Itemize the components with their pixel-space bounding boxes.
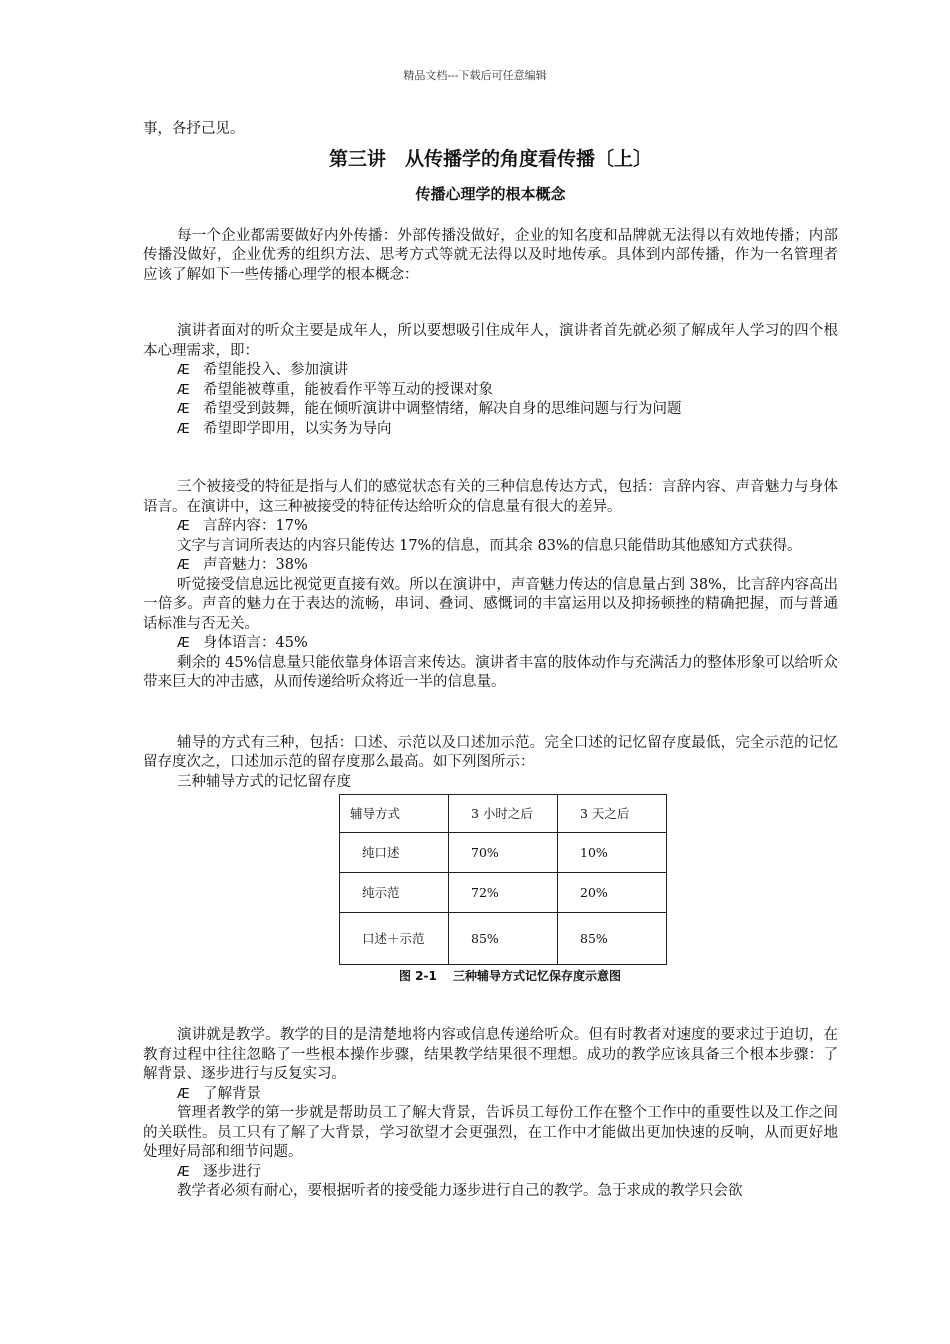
table-cell: 口述＋示范 xyxy=(340,913,449,965)
feature-label: Æ 声音魅力：38% xyxy=(143,556,838,576)
step-text: 管理者教学的第一步就是帮助员工了解大背景，告诉员工每份工作在整个工作中的重要性以及工作之间的关联性。员工只有了解了大背景，学习欲望才会更强烈，在工作中才能做出更加快速的反响，从而更好地处理好局部和细节问题。 xyxy=(143,1105,838,1160)
table-header-row xyxy=(340,795,667,833)
bullet-icon: Æ xyxy=(177,636,190,651)
table-title: 三种辅导方式的记忆留存度 xyxy=(177,773,351,790)
list-item: Æ 希望受到鼓舞，能在倾听演讲中调整情绪，解决自身的思维问题与行为问题 xyxy=(143,400,838,420)
feature-text: 文字与言词所表达的内容只能传达 17%的信息，而其余 83%的信息只能借助其他感知方式获得。 xyxy=(177,537,802,554)
page-header: 精品文档---下载后可任意编辑 xyxy=(403,69,547,82)
paragraph-teaching: 演讲就是教学。教学的目的是清楚地将内容或信息传递给听众。但有时教者对速度的要求过于迫切，在教育过程中往往忽略了一些根本操作步骤，结果教学结果很不理想。成功的教学应该具备三个根本步骤：了解背景、逐步进行与反复实习。 xyxy=(143,1027,838,1082)
feature-label: Æ 身体语言：45% xyxy=(143,634,838,654)
list-item: Æ 希望即学即用，以实务为导向 xyxy=(143,420,838,440)
table-row xyxy=(340,913,667,965)
table-cell: 纯口述 xyxy=(340,833,449,873)
step-label: Æ 了解背景 xyxy=(143,1085,838,1105)
table-header: 3 天之后 xyxy=(558,795,667,833)
feature-text: 剩余的 45%信息量只能依靠身体语言来传达。演讲者丰富的肢体动作与充满活力的整体形象可以给听众带来巨大的冲击感，从而传递给听众将近一半的信息量。 xyxy=(143,654,838,690)
document-body xyxy=(143,120,838,1202)
list-item: Æ 希望能被尊重，能被看作平等互动的授课对象 xyxy=(143,381,838,401)
table-cell: 72% xyxy=(449,873,558,913)
intro-tail: 事，各抒己见。 xyxy=(143,121,245,137)
feature-label: Æ 言辞内容：17% xyxy=(143,517,838,537)
table-cell: 85% xyxy=(449,913,558,965)
memory-retention-table xyxy=(339,794,667,965)
bullet-icon: Æ xyxy=(177,558,190,573)
bullet-icon: Æ xyxy=(177,1086,190,1102)
list-item: Æ 希望能投入、参加演讲 xyxy=(143,361,838,381)
table-cell: 70% xyxy=(449,833,558,873)
bullet-icon: Æ xyxy=(177,382,190,398)
lecture-title: 第三讲 从传播学的角度看传播〔上〕 xyxy=(328,147,652,170)
bullet-icon: Æ xyxy=(177,421,190,437)
table-header: 辅导方式 xyxy=(340,795,449,833)
table-row xyxy=(340,833,667,873)
figure-caption: 图 2-1 三种辅导方式记忆保存度示意图 xyxy=(399,969,622,983)
bullet-icon: Æ xyxy=(177,1164,190,1180)
step-text: 教学者必须有耐心，要根据听者的接受能力逐步进行自己的教学。急于求成的教学只会欲 xyxy=(177,1183,743,1199)
feature-text: 听觉接受信息远比视觉更直接有效。所以在演讲中，声音魅力传达的信息量占到 38%，比言辞内容高出一倍多。声音的魅力在于表达的流畅，串词、叠词、感慨词的丰富运用以及抑扬顿挫的精确把握，而与普通话标准与否无关。 xyxy=(143,576,838,632)
bullet-icon: Æ xyxy=(177,363,190,378)
paragraph-intro: 每一个企业都需要做好内外传播：外部传播没做好，企业的知名度和品牌就无法得以有效地传播；内部传播没做好，企业优秀的组织方法、思考方式等就无法得以及时地传承。具体到内部传播，作为一名管理者应该了解如下一些传播心理学的根本概念： xyxy=(143,227,838,283)
table-cell: 85% xyxy=(558,913,667,965)
table-header: 3 小时之后 xyxy=(449,795,558,833)
paragraph-features: 三个被接受的特征是指与人们的感觉状态有关的三种信息传达方式，包括：言辞内容、声音魅力与身体语言。在演讲中，这三种被接受的特征传达给听众的信息量有很大的差异。 xyxy=(143,479,838,515)
paragraph-coaching: 辅导的方式有三种，包括：口述、示范以及口述加示范。完全口述的记忆留存度最低，完全示范的记忆留存度次之，口述加示范的留存度那么最高。如下列图所示： xyxy=(143,734,838,770)
section-title: 传播心理学的根本概念 xyxy=(415,184,566,203)
table-cell: 纯示范 xyxy=(340,873,449,913)
bullet-icon: Æ xyxy=(177,519,190,534)
bullet-icon: Æ xyxy=(177,402,190,417)
table-row xyxy=(340,873,667,913)
table-cell: 10% xyxy=(558,833,667,873)
step-label: Æ 逐步进行 xyxy=(143,1163,838,1183)
table-cell: 20% xyxy=(558,873,667,913)
paragraph-audience: 演讲者面对的听众主要是成年人，所以要想吸引住成年人，演讲者首先就必须了解成年人学习的四个根本心理需求，即： xyxy=(143,323,838,359)
